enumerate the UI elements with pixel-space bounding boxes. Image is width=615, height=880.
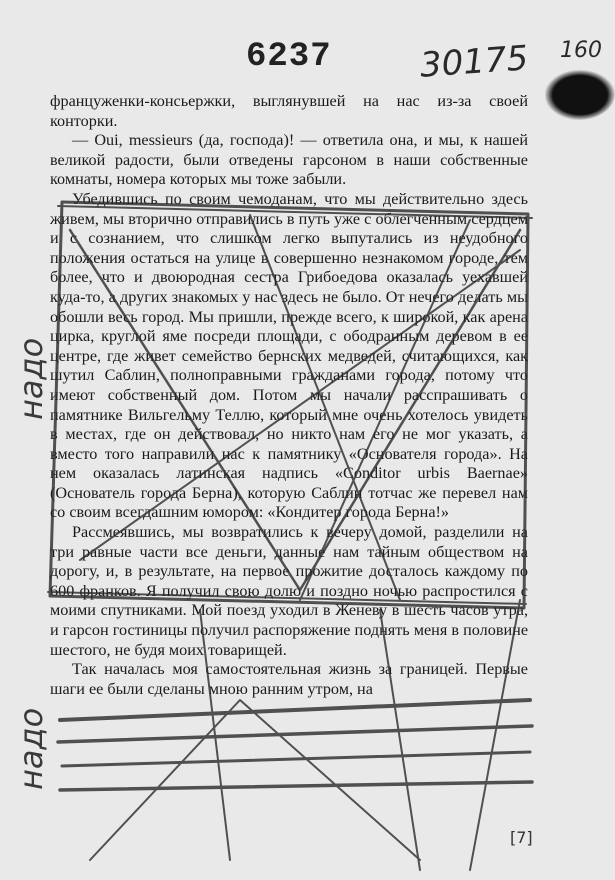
body-text: [50, 92, 528, 699]
paragraph-2: — Oui, messieurs (да, господа)! — ответила она, и мы, к нашей великой радости, были отведены гарсоном в наши собственные комнаты, номера которых мы тоже забыли.: [50, 131, 528, 189]
archive-stamp-number: 6237: [246, 38, 332, 76]
paragraph-1: француженки-консьержки, выглянувшей на нас из-за своей конторки.: [50, 92, 528, 130]
ink-blot: [545, 70, 615, 120]
margin-note-bottom: надо: [12, 707, 50, 790]
paragraph-4: Рассмеявшись, мы возвратились к вечеру домой, разделили на три равные части все деньги, данные нам тайным обществом на дорогу, и, в результате, на первое прожитие досталось каждому по 600 франков. Я получил свою долю и поздно ночью распростился с моими спутниками. Мой поезд уходил в Женеву в шесть часов утра, и гарсон гостиницы получил распоряжение поднять меня в половине шестого, не будя моих товарищей.: [50, 523, 528, 659]
handwritten-corner-number: 160: [560, 38, 602, 63]
handwritten-archive-number: 30175: [418, 38, 530, 86]
paragraph-3: Убедившись по своим чемоданам, что мы действительно здесь живем, мы вторично отправились в путь уже с облегченным сердцем и с сознанием, что слишком легко выпутались из неудобного положения остаться на улице в совершенно незнакомом городе, тем более, что и двоюродная сестра Грибоедова оказалась уехавшей куда-то, а других знакомых у нас здесь не было. От нечего делать мы обошли весь город. Мы пришли, прежде всего, к широкой, как арена цирка, круглой яме посреди площади, с ободранным деревом в ее центре, где живет семейство бернских медведей, считающихся, как шутил Саблин, полноправными гражданами города, потому что имеют собственный дом. Потом мы начали расспрашивать о памятнике Вильгельму Теллю, который мне очень хотелось увидеть в местах, где он действовал, но никто нам его не мог указать, а вместо того направили нас к памятнику «Основателя города». На нем оказалась латинская надпись «Conditor urbis Baernae» (Основатель города Берна), которую Саблин тотчас же перевел нам со своим всегдашним юмором: «Кондитер города Берна!»: [50, 189, 528, 522]
page-mark: [7]: [510, 828, 533, 847]
paragraph-5: Так началась моя самостоятельная жизнь за границей. Первые шаги ее были сделаны мною ранним утром, на: [50, 660, 528, 698]
margin-note-top: надо: [12, 337, 50, 420]
